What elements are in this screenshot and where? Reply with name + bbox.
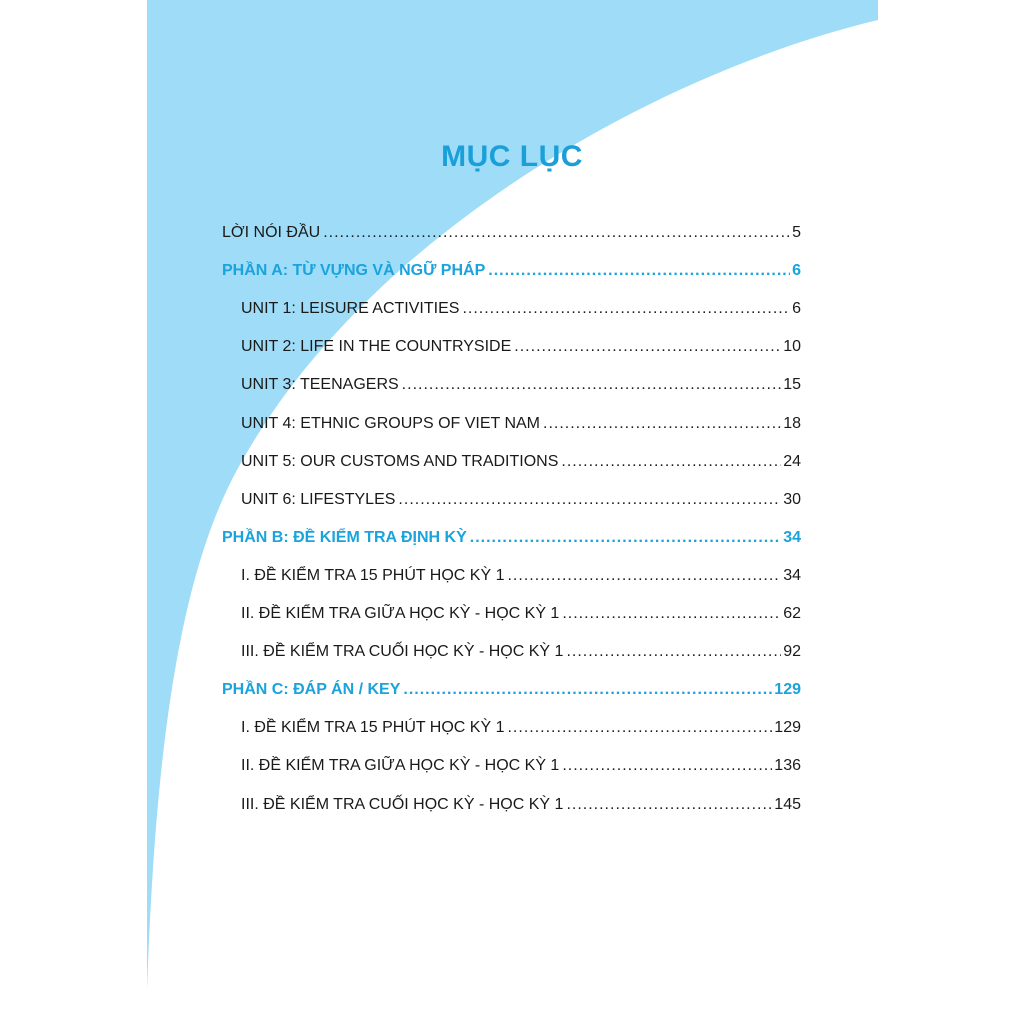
toc-entry <box>222 224 801 246</box>
toc-entry-label: UNIT 5: OUR CUSTOMS AND TRADITIONS <box>241 453 559 470</box>
toc-dot-leader <box>514 338 781 356</box>
toc-dot-leader <box>562 757 772 775</box>
toc-entry <box>241 415 801 437</box>
toc-dot-leader <box>507 719 772 737</box>
toc-page-number: 34 <box>783 529 801 546</box>
toc-entry-label: PHẦN A: TỪ VỰNG VÀ NGỮ PHÁP <box>222 262 486 279</box>
toc-page-number: 129 <box>774 719 801 736</box>
toc-entry <box>241 491 801 513</box>
toc-entry-label: PHẦN C: ĐÁP ÁN / KEY <box>222 681 401 698</box>
toc-dot-leader <box>543 415 781 433</box>
toc-entry <box>241 567 801 589</box>
toc-page-number: 129 <box>774 681 801 698</box>
toc-entry <box>241 453 801 475</box>
toc-entry-label: UNIT 4: ETHNIC GROUPS OF VIET NAM <box>241 415 540 432</box>
toc-entry-label: PHẦN B: ĐỀ KIỂM TRA ĐỊNH KỲ <box>222 529 467 546</box>
toc-entry-label: LỜI NÓI ĐẦU <box>222 224 321 241</box>
toc-entry <box>241 605 801 627</box>
toc-entry-label: I. ĐỀ KIỂM TRA 15 PHÚT HỌC KỲ 1 <box>241 567 505 584</box>
toc-entry <box>241 643 801 665</box>
toc-dot-leader <box>566 796 772 814</box>
toc-page-number: 6 <box>792 300 801 317</box>
toc-dot-leader <box>566 643 781 661</box>
page-title: MỤC LỤC <box>441 140 583 173</box>
toc-page-number: 136 <box>774 757 801 774</box>
toc-page-number: 62 <box>783 605 801 622</box>
toc-dot-leader <box>561 453 781 471</box>
toc-dot-leader <box>403 681 772 699</box>
toc-entry-label: I. ĐỀ KIỂM TRA 15 PHÚT HỌC KỲ 1 <box>241 719 505 736</box>
toc-section-entry <box>222 681 801 703</box>
toc-entry <box>241 719 801 741</box>
toc-entry-label: III. ĐỀ KIỂM TRA CUỐI HỌC KỲ - HỌC KỲ 1 <box>241 643 564 660</box>
toc-page-number: 10 <box>783 338 801 355</box>
toc-dot-leader <box>462 300 790 318</box>
toc-dot-leader <box>402 376 782 394</box>
toc-entry-label: UNIT 2: LIFE IN THE COUNTRYSIDE <box>241 338 512 355</box>
toc-entry <box>241 796 801 818</box>
toc-dot-leader <box>323 224 790 242</box>
toc-dot-leader <box>470 529 781 547</box>
toc-dot-leader <box>398 491 781 509</box>
toc-page-number: 34 <box>783 567 801 584</box>
toc-entry-label: UNIT 3: TEENAGERS <box>241 376 399 393</box>
toc-page-number: 18 <box>783 415 801 432</box>
toc-entry-label: II. ĐỀ KIỂM TRA GIỮA HỌC KỲ - HỌC KỲ 1 <box>241 757 560 774</box>
toc-page-number: 15 <box>783 376 801 393</box>
toc-entry <box>241 757 801 779</box>
toc-section-entry <box>222 529 801 551</box>
toc-entry <box>241 376 801 398</box>
toc-page-number: 92 <box>783 643 801 660</box>
toc-page-number: 6 <box>792 262 801 279</box>
toc-page-number: 145 <box>774 796 801 813</box>
toc-entry-label: II. ĐỀ KIỂM TRA GIỮA HỌC KỲ - HỌC KỲ 1 <box>241 605 560 622</box>
toc-page-number: 5 <box>792 224 801 241</box>
toc-page-number: 30 <box>783 491 801 508</box>
toc-page-number: 24 <box>783 453 801 470</box>
toc-entry <box>241 338 801 360</box>
toc-entry-label: UNIT 6: LIFESTYLES <box>241 491 396 508</box>
toc-entry <box>241 300 801 322</box>
toc-dot-leader <box>562 605 781 623</box>
toc-section-entry <box>222 262 801 284</box>
toc-entry-label: UNIT 1: LEISURE ACTIVITIES <box>241 300 460 317</box>
toc-entry-label: III. ĐỀ KIỂM TRA CUỐI HỌC KỲ - HỌC KỲ 1 <box>241 796 564 813</box>
toc-dot-leader <box>488 262 790 280</box>
toc-dot-leader <box>507 567 781 585</box>
